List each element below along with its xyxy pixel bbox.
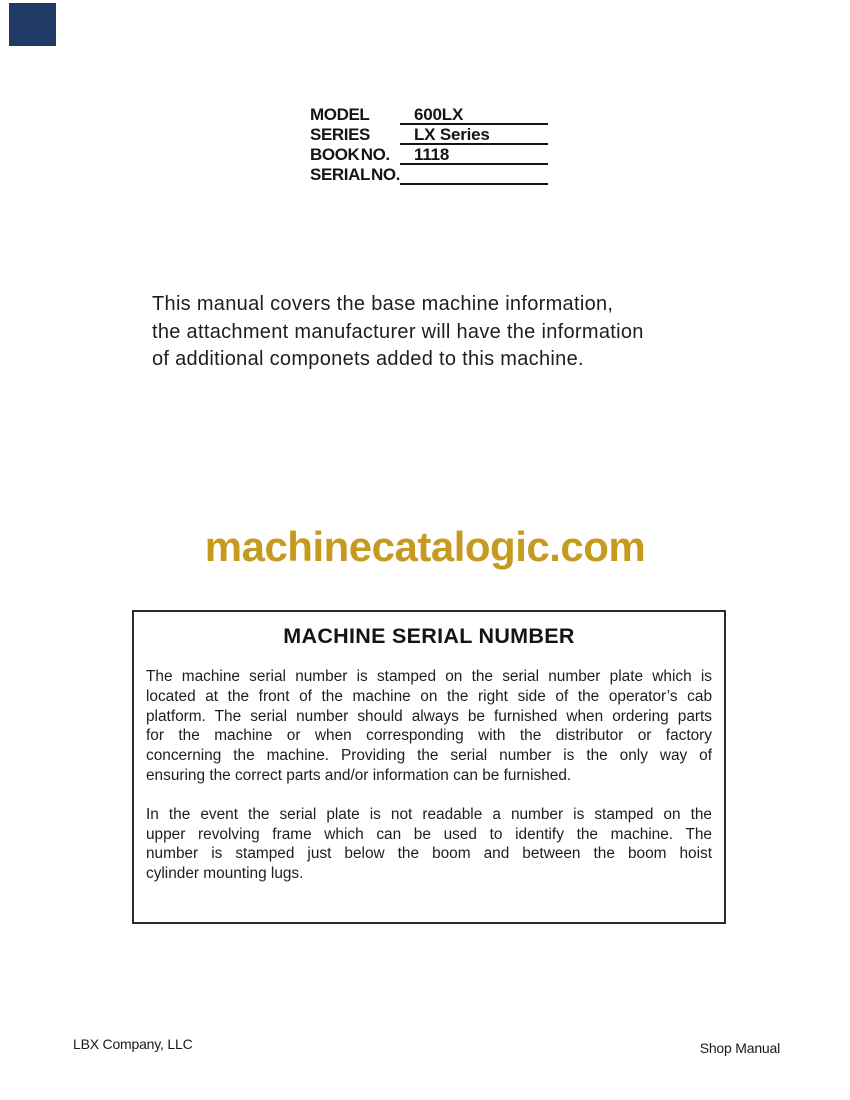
spec-label-book-no: BOOK NO. [310,145,390,164]
paragraph-line: The machine serial number is stamped on the serial number plate which is [146,668,712,685]
spec-row-serial-no [310,165,548,185]
intro-line: the attachment manufacturer will have the information [152,320,644,343]
site-watermark: machinecatalogic.com [204,523,646,570]
footer-company-name: LBX Company, LLC [73,1036,193,1052]
paragraph-line: platform. The serial number should always be furnished when ordering parts [146,707,712,725]
spec-row-book-no [310,145,548,165]
spec-label-model: MODEL [310,105,370,124]
paragraph-line: In the event the serial plate is not readable a number is stamped on the [146,805,712,823]
serial-box-paragraph-2 [146,805,712,884]
spec-value-book-no: 1118 [400,145,548,165]
spec-value-serial-no [400,165,548,185]
intro-paragraph [152,291,712,374]
spec-row-model [310,105,548,125]
spec-value-series: LX Series [400,125,548,145]
paragraph-line: ensuring the correct parts and/or information can be furnished. [146,766,572,784]
paragraph-line: number is stamped just below the boom and between the boom hoist [146,845,712,863]
paragraph-line: upper revolving frame which can be used to identify the machine. The [146,825,712,843]
intro-line: of additional componets added to this machine. [152,348,584,371]
paragraph-line: for the machine or when corresponding with the distributor or factory [146,727,712,745]
spec-label-serial-no: SERIAL NO. [310,165,400,184]
serial-box-paragraph-1 [146,667,712,786]
footer-document-type: Shop Manual [699,1040,780,1056]
spec-row-series [310,125,548,145]
serial-box-title: MACHINE SERIAL NUMBER [283,624,575,648]
serial-number-box [132,610,726,924]
spec-label-series: SERIES [310,125,370,144]
spec-value-model: 600LX [400,105,548,125]
paragraph-line: located at the front of the machine on the right side of the operator’s cab [146,687,712,705]
paragraph-line: concerning the machine. Providing the serial number is the only way of [146,747,712,765]
spec-table [310,105,548,185]
paragraph-line: cylinder mounting lugs. [146,865,304,883]
intro-line: This manual covers the base machine information, [152,293,614,315]
corner-print-mark [9,3,56,46]
